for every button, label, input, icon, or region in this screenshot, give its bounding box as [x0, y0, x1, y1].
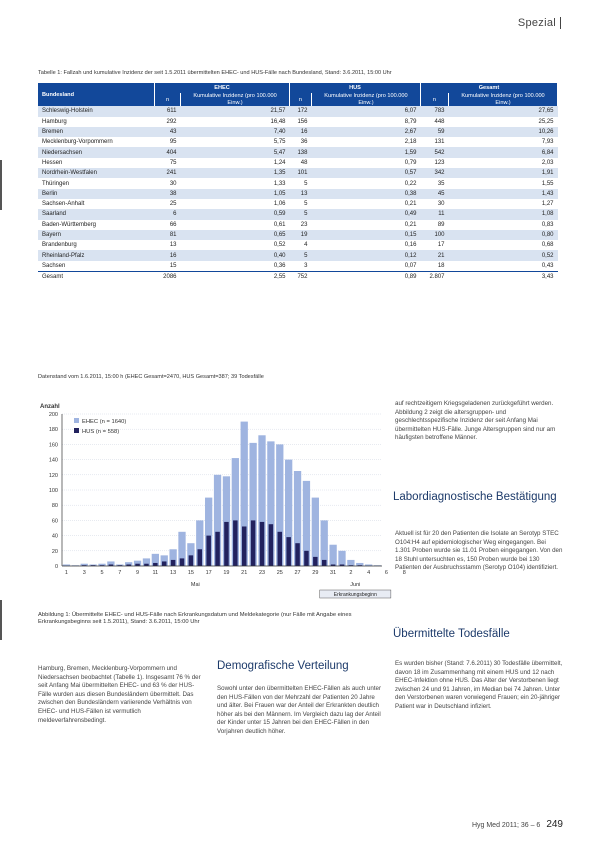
- table-cell-value: 0,61: [181, 220, 290, 230]
- x-tick-label: 4: [367, 570, 371, 576]
- table-cell-value: 27,65: [449, 106, 558, 116]
- table-cell-value: 2,18: [311, 137, 420, 147]
- table-cell-value: 45: [420, 189, 448, 199]
- labor-text: Aktuell ist für 20 den Patienten die Isolate an Serotyp STEC O104:H4 auf epidemiologischer Weg eingegangen. Bei 1.301 Proben wurde sie 11.01 Proben eingegangen. Von den 18 Stuhl untersuchten es, 150 Proben wurde bei 130 Patienten der Ausbruchsstamm (Serotyp O104) identifiziert.: [395, 530, 563, 572]
- table-cell-value: 38: [155, 189, 181, 199]
- bar-hus: [251, 520, 256, 566]
- table-cell-bundesland: Bayern: [38, 230, 155, 240]
- bar-hus: [206, 536, 211, 566]
- table-cell-value: 3,43: [449, 272, 558, 283]
- table-cell-value: 95: [155, 137, 181, 147]
- table-cell-bundesland: Sachsen: [38, 261, 155, 272]
- y-tick-label: 20: [51, 548, 58, 555]
- table-cell-value: 0,38: [311, 189, 420, 199]
- table-cell-value: 30: [155, 178, 181, 188]
- table-row: [38, 189, 558, 199]
- table-cell-bundesland: Nordrhein-Westfalen: [38, 168, 155, 178]
- table-cell-value: 21,57: [181, 106, 290, 116]
- table-cell-bundesland: Brandenburg: [38, 240, 155, 250]
- table-cell-value: 123: [420, 158, 448, 168]
- y-tick-label: 200: [48, 412, 58, 418]
- incidence-table: [38, 83, 558, 282]
- labor-title: Labordiagnostische Bestätigung: [393, 491, 557, 503]
- bar-hus: [153, 563, 158, 566]
- y-axis-label: Anzahl: [40, 404, 60, 410]
- table-row: [38, 240, 558, 250]
- table-cell-value: 404: [155, 147, 181, 157]
- month-label: Juni: [350, 582, 361, 588]
- table-cell-value: 611: [155, 106, 181, 116]
- bar-hus: [242, 526, 247, 566]
- table-cell-value: 0,22: [311, 178, 420, 188]
- table-cell-value: 5: [290, 209, 312, 219]
- table-cell-value: 6,07: [311, 106, 420, 116]
- table-cell-value: 1,43: [449, 189, 558, 199]
- x-tick-label: 17: [205, 570, 212, 576]
- table-cell-value: 2,55: [181, 272, 290, 283]
- table-cell-value: 16: [155, 250, 181, 260]
- bar-hus: [313, 557, 318, 566]
- table-cell-value: 2,03: [449, 158, 558, 168]
- table-cell-value: 1,59: [311, 147, 420, 157]
- table-cell-value: 0,80: [449, 230, 558, 240]
- bar-hus: [198, 549, 203, 566]
- y-tick-label: 100: [48, 488, 58, 494]
- table-cell-bundesland: Hamburg: [38, 117, 155, 127]
- table-cell-value: 5,75: [181, 137, 290, 147]
- margin-mark: [0, 160, 2, 210]
- margin-mark: [0, 600, 2, 640]
- table-cell-bundesland: Rheinland-Pfalz: [38, 250, 155, 260]
- table-cell-value: 16,48: [181, 117, 290, 127]
- x-tick-label: 8: [402, 570, 406, 576]
- page-footer: [472, 819, 563, 830]
- table-cell-bundesland: Schleswig-Holstein: [38, 106, 155, 116]
- table-row: [38, 209, 558, 219]
- y-tick-label: 140: [48, 457, 58, 464]
- table-cell-value: 5: [290, 178, 312, 188]
- header-gesamt: Gesamt: [420, 83, 557, 93]
- x-note-label: Erkrankungsbeginn: [333, 592, 377, 598]
- table-cell-value: 23: [290, 220, 312, 230]
- bar-ehec: [312, 498, 319, 566]
- table-cell-value: 1,33: [181, 178, 290, 188]
- table-cell-value: 75: [155, 158, 181, 168]
- table-cell-value: 172: [290, 106, 312, 116]
- table-cell-value: 21: [420, 250, 448, 260]
- table-row: [38, 127, 558, 137]
- header-bundesland: Bundesland: [38, 83, 155, 106]
- table-cell-value: 342: [420, 168, 448, 178]
- table-cell-value: 6: [155, 209, 181, 219]
- table-cell-value: 5: [290, 250, 312, 260]
- table-cell-bundesland: Mecklenburg-Vorpommern: [38, 137, 155, 147]
- table-cell-value: 30: [420, 199, 448, 209]
- table-cell-value: 1,05: [181, 189, 290, 199]
- chart-svg: [28, 398, 406, 608]
- table-cell-value: 1,91: [449, 168, 558, 178]
- table-cell-value: 0,16: [311, 240, 420, 250]
- table-cell-value: 10,26: [449, 127, 558, 137]
- table-cell-value: 6,84: [449, 147, 558, 157]
- table-cell-value: 0,21: [311, 199, 420, 209]
- bar-hus: [295, 543, 300, 566]
- table-cell-value: 2.807: [420, 272, 448, 283]
- table-cell-value: 36: [290, 137, 312, 147]
- table-cell-value: 16: [290, 127, 312, 137]
- bar-hus: [233, 520, 238, 566]
- x-tick-label: 21: [241, 570, 248, 576]
- table-cell-value: 17: [420, 240, 448, 250]
- table-cell-value: 1,06: [181, 199, 290, 209]
- table-cell-bundesland: Berlin: [38, 189, 155, 199]
- bar-hus: [304, 551, 309, 566]
- y-tick-label: 40: [51, 533, 58, 540]
- table-cell-value: 1,55: [449, 178, 558, 188]
- table-cell-value: 59: [420, 127, 448, 137]
- legend-swatch-hus: [74, 428, 79, 433]
- table-cell-value: 43: [155, 127, 181, 137]
- header-kum: Kumulative Inzidenz (pro 100.000 Einw.): [311, 93, 420, 106]
- bar-ehec: [329, 545, 336, 566]
- table-cell-bundesland: Gesamt: [38, 272, 155, 283]
- x-tick-label: 2: [349, 570, 353, 576]
- table-cell-bundesland: Sachsen-Anhalt: [38, 199, 155, 209]
- table-cell-value: 131: [420, 137, 448, 147]
- x-tick-label: 9: [136, 570, 140, 576]
- table-cell-value: 0,15: [311, 230, 420, 240]
- table-cell-value: 1,27: [449, 199, 558, 209]
- x-tick-label: 13: [170, 570, 177, 576]
- table-cell-bundesland: Saarland: [38, 209, 155, 219]
- table-cell-value: 0,68: [449, 240, 558, 250]
- x-tick-label: 11: [152, 570, 159, 576]
- month-label: Mai: [190, 582, 200, 588]
- table-cell-value: 13: [155, 240, 181, 250]
- table-cell-value: 0,21: [311, 220, 420, 230]
- legend-label-ehec: EHEC (n = 1640): [82, 419, 127, 425]
- table-row: [38, 147, 558, 157]
- figure-caption: Abbildung 1: Übermittelte EHEC- und HUS-Fälle nach Erkrankungsdatum und Meldekategorie (nur Fälle mit Angabe eines Erkrankungsbeginns seit 1.5.2011), Stand: 3.6.2011, 15:00 Uhr: [38, 612, 352, 626]
- table-row: [38, 137, 558, 147]
- table-cell-value: 156: [290, 117, 312, 127]
- x-tick-label: 31: [330, 570, 337, 576]
- x-tick-label: 5: [100, 570, 104, 576]
- right-top-text: auf rechtzeitigem Kriegsgeladenen zurückgeführt werden. Abbildung 2 zeigt die altersgruppen- und geschlechtsspezifische Inzidenz der seit Anfang Mai übermittelten HUS-Fälle. Junge Altersgruppen sind nur am häufigsten betroffene Männer.: [395, 400, 556, 442]
- y-tick-label: 180: [48, 427, 58, 434]
- table-cell-value: 19: [290, 230, 312, 240]
- bar-hus: [215, 532, 220, 566]
- bar-hus: [260, 522, 265, 566]
- section-label: Spezial: [517, 17, 556, 29]
- table-cell-value: 0,43: [449, 261, 558, 272]
- table-row: [38, 106, 558, 116]
- table-cell-value: 15: [155, 261, 181, 272]
- bar-hus: [162, 561, 167, 566]
- bar-hus: [180, 558, 185, 566]
- table-cell-bundesland: Bremen: [38, 127, 155, 137]
- table-cell-bundesland: Baden-Württemberg: [38, 220, 155, 230]
- table-row: [38, 178, 558, 188]
- y-tick-label: 80: [51, 503, 58, 510]
- x-tick-label: 25: [276, 570, 283, 576]
- table-cell-value: 25,25: [449, 117, 558, 127]
- bar-ehec: [338, 551, 345, 566]
- table-row: [38, 220, 558, 230]
- table-row: [38, 250, 558, 260]
- table-cell-value: 448: [420, 117, 448, 127]
- table-cell-value: 66: [155, 220, 181, 230]
- bar-hus: [322, 560, 327, 566]
- header-kum: Kumulative Inzidenz (pro 100.000 Einw.): [181, 93, 290, 106]
- legend-swatch-ehec: [74, 418, 79, 423]
- table-cell-value: 0,52: [449, 250, 558, 260]
- table-cell-value: 0,65: [181, 230, 290, 240]
- bar-hus: [171, 560, 176, 566]
- table-cell-value: 11: [420, 209, 448, 219]
- table-cell-bundesland: Hessen: [38, 158, 155, 168]
- bar-hus: [269, 524, 274, 566]
- table-cell-value: 0,12: [311, 250, 420, 260]
- table-cell-value: 292: [155, 117, 181, 127]
- table-cell-value: 0,89: [311, 272, 420, 283]
- table-cell-bundesland: Thüringen: [38, 178, 155, 188]
- table-cell-value: 13: [290, 189, 312, 199]
- table-cell-value: 7,93: [449, 137, 558, 147]
- table-cell-value: 48: [290, 158, 312, 168]
- table-cell-value: 35: [420, 178, 448, 188]
- legend-label-hus: HUS (n = 558): [82, 429, 120, 435]
- table-cell-bundesland: Niedersachsen: [38, 147, 155, 157]
- header-n: n: [155, 93, 181, 106]
- table-cell-value: 101: [290, 168, 312, 178]
- header-kum: Kumulative Inzidenz (pro 100.000 Einw.): [449, 93, 558, 106]
- tod-title: Übermittelte Todesfälle: [393, 628, 510, 640]
- table-note: Datenstand vom 1.6.2011, 15:00 h (EHEC Gesamt=2470, HUS Gesamt=387; 39 Todesfälle: [38, 374, 264, 380]
- y-tick-label: 0: [54, 564, 58, 570]
- bar-hus: [224, 522, 229, 566]
- table-cell-value: 783: [420, 106, 448, 116]
- table-cell-value: 7,40: [181, 127, 290, 137]
- x-tick-label: 3: [82, 570, 86, 576]
- table-cell-value: 8,79: [311, 117, 420, 127]
- x-tick-label: 15: [187, 570, 194, 576]
- tod-text: Es wurden bisher (Stand: 7.6.2011) 30 Todesfälle übermittelt, davon 18 im Zusammenhang mit einem HUS und 12 nach EHEC-Infektion ohne HUS. Das Alter der Verstorbenen liegt zwischen 24 und 91 Jahren, im Median bei 74 Jahren. Unter den Verstorbenen waren vorwiegend Frauen; ein 20-jähriger Patient war in Deutschland infiziert.: [395, 660, 563, 710]
- header-n: n: [290, 93, 312, 106]
- header-hus: HUS: [290, 83, 421, 93]
- x-tick-label: 23: [258, 570, 266, 576]
- x-tick-label: 19: [223, 570, 230, 576]
- table-cell-value: 81: [155, 230, 181, 240]
- table-cell-value: 0,49: [311, 209, 420, 219]
- table-cell-value: 0,79: [311, 158, 420, 168]
- table-cell-value: 0,07: [311, 261, 420, 272]
- table-cell-value: 3: [290, 261, 312, 272]
- x-tick-label: 7: [118, 570, 122, 576]
- header-divider: [560, 17, 561, 29]
- table-cell-value: 2086: [155, 272, 181, 283]
- left-text: Hamburg, Bremen, Mecklenburg-Vorpommern und Niedersachsen beobachtet (Tabelle 1). Insgesamt 76 % der seit Anfang Mai übermittelten EHEC- und 63 % der HUS-Fälle wurden aus diesen Bundesländern übermittelt. Das zwischen den Bundesländern variierende Verhältnis von EHEC- und HUS-Fällen ist vermutlich meldeverfahrensbedingt.: [38, 665, 201, 724]
- bar-ehec: [347, 560, 354, 566]
- bar-ehec: [321, 520, 328, 566]
- bar-hus: [278, 532, 283, 566]
- table-cell-value: 18: [420, 261, 448, 272]
- table-cell-value: 89: [420, 220, 448, 230]
- table-row: [38, 199, 558, 209]
- table-cell-value: 752: [290, 272, 312, 283]
- x-tick-label: 29: [312, 570, 319, 576]
- x-tick-label: 27: [294, 570, 301, 576]
- bar-hus: [286, 537, 291, 566]
- y-tick-label: 160: [48, 442, 58, 449]
- table-cell-value: 2,67: [311, 127, 420, 137]
- page-number: 249: [546, 819, 563, 830]
- table-cell-value: 0,52: [181, 240, 290, 250]
- y-tick-label: 120: [48, 472, 58, 479]
- x-tick-label: 1: [64, 570, 68, 576]
- table-row-total: [38, 272, 558, 283]
- table-row: [38, 158, 558, 168]
- table-row: [38, 168, 558, 178]
- journal-ref: Hyg Med 2011; 36 – 6: [471, 822, 541, 829]
- table-cell-value: 138: [290, 147, 312, 157]
- table-cell-value: 0,59: [181, 209, 290, 219]
- table-cell-value: 1,24: [181, 158, 290, 168]
- bar-hus: [189, 555, 194, 566]
- table-cell-value: 25: [155, 199, 181, 209]
- table-row: [38, 230, 558, 240]
- table-caption: Tabelle 1: Fallzah und kumulative Inzidenz der seit 1.5.2011 übermittelten EHEC- und HUS-Fälle nach Bundesland, Stand: 3.6.2011, 15:00 Uhr: [38, 70, 392, 76]
- demo-text: Sowohl unter den übermittelten EHEC-Fällen als auch unter den HUS-Fällen von der Mehrzahl der Patienten 20 Jahre und älter. Bei Frauen war der Anteil der Erkrankten deutlich höher als bei den Männern. Im Vergleich dazu lag der Anteil der Kinder unter 15 Jahren bei den EHEC-Fällen in den Vorjahren deutlich höher.: [217, 685, 382, 735]
- table-row: [38, 117, 558, 127]
- x-tick-label: 6: [384, 570, 388, 576]
- table-cell-value: 241: [155, 168, 181, 178]
- table-cell-value: 5: [290, 199, 312, 209]
- table-cell-value: 0,40: [181, 250, 290, 260]
- table-cell-value: 1,08: [449, 209, 558, 219]
- table-cell-value: 100: [420, 230, 448, 240]
- table-cell-value: 4: [290, 240, 312, 250]
- y-tick-label: 60: [51, 518, 58, 525]
- table-cell-value: 5,47: [181, 147, 290, 157]
- table-cell-value: 0,36: [181, 261, 290, 272]
- table-cell-value: 542: [420, 147, 448, 157]
- table-cell-value: 1,35: [181, 168, 290, 178]
- table-cell-value: 0,83: [449, 220, 558, 230]
- section-header: [518, 17, 561, 29]
- header-n: n: [420, 93, 448, 106]
- demo-title: Demografische Verteilung: [217, 660, 349, 672]
- header-ehec: EHEC: [155, 83, 290, 93]
- table-cell-value: 0,57: [311, 168, 420, 178]
- table-row: [38, 261, 558, 272]
- epidemic-curve-chart: [28, 398, 406, 608]
